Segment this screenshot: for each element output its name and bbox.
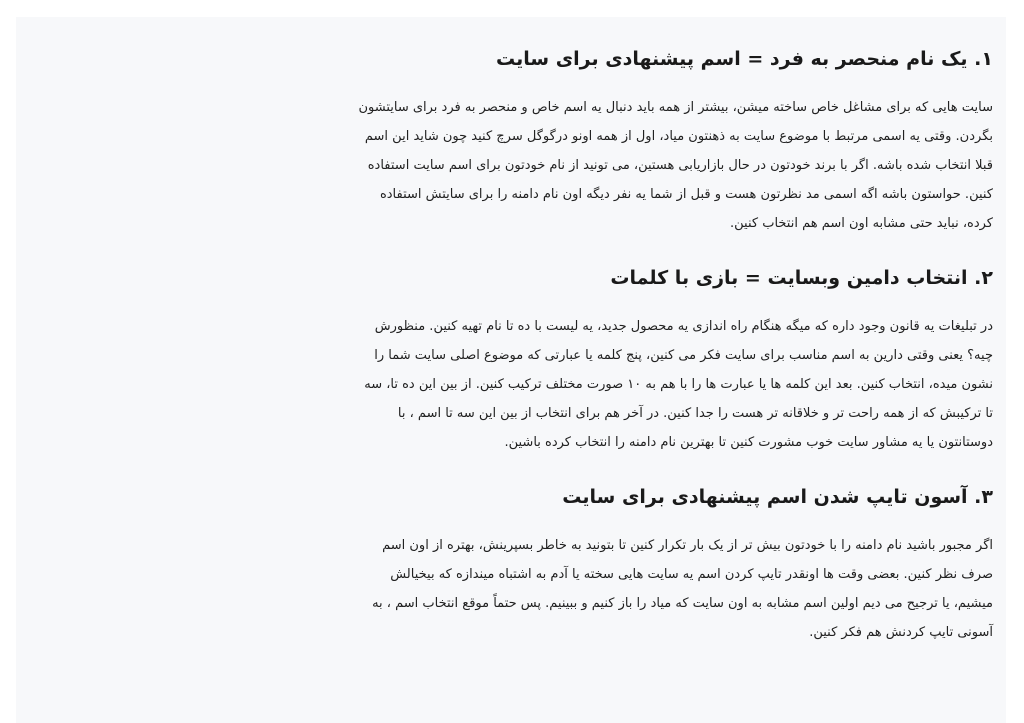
section-heading: ۳. آسون تایپ شدن اسم پیشنهادی برای سایت bbox=[562, 486, 993, 508]
article-content bbox=[353, 17, 993, 647]
article-section bbox=[353, 263, 993, 457]
article-page bbox=[16, 17, 1006, 723]
section-heading: ۱. یک نام منحصر به فرد = اسم پیشنهادی برای سایت bbox=[496, 48, 993, 70]
article-section bbox=[353, 482, 993, 647]
section-heading: ۲. انتخاب دامین وبسایت = بازی با کلمات bbox=[610, 267, 993, 289]
section-paragraph: سایت هایی که برای مشاغل خاص ساخته میشن، بیشتر از همه باید دنبال یه اسم خاص و منحصر به فرد برای سایتشون بگردن. وقتی یه اسمی مرتبط با موضوع سایت به ذهنتون میاد، اول از همه اونو درگوگل سرچ کنید چون شاید این اسم قبلا انتخاب شده باشه. اگر با برند خودتون در حال بازاریابی هستین، می تونید از نام خودتون برای اسم سایت استفاده کنین. حواستون باشه اگه اسمی مد نظرتون هست و قبل از شما یه نفر دیگه اون نام دامنه را برای سایتش استفاده کرده، نباید حتی مشابه اون اسم هم انتخاب کنین. bbox=[358, 100, 993, 231]
article-section bbox=[353, 44, 993, 238]
section-paragraph: اگر مجبور باشید نام دامنه را با خودتون بیش تر از یک بار تکرار کنین تا بتونید به خاطر بسپرینش، بهتره از اون اسم صرف نظر کنین. بعضی وقت ها اونقدر تایپ کردن اسم یه سایت هایی سخته یا آدم به اشتباه میندازه که بیخیالش میشیم، یا ترجیح می دیم اولین اسم مشابه به اون سایت که میاد را باز کنیم و ببینیم. پس حتماً موقع انتخاب اسم ، به آسونی تایپ کردنش هم فکر کنین. bbox=[372, 538, 993, 640]
section-paragraph: در تبلیغات یه قانون وجود داره که میگه هنگام راه اندازی یه محصول جدید، یه لیست با ده تا نام تهیه کنین. منظورش چیه؟ یعنی وقتی دارین به اسم مناسب برای سایت فکر می کنین، پنج کلمه یا عبارتی که موضوع اصلی سایت شما را نشون میده، انتخاب کنین. بعد این کلمه ها یا عبارت ها را با هم به ۱۰ صورت مختلف ترکیب کنین. از بین این ده تا، سه تا ترکیبش که از همه راحت تر و خلاقانه تر هست را جدا کنین. در آخر هم برای انتخاب از بین این سه تا اسم ، با دوستانتون یا یه مشاور سایت خوب مشورت کنین تا بهترین نام دامنه را انتخاب کرده باشین. bbox=[364, 319, 993, 450]
